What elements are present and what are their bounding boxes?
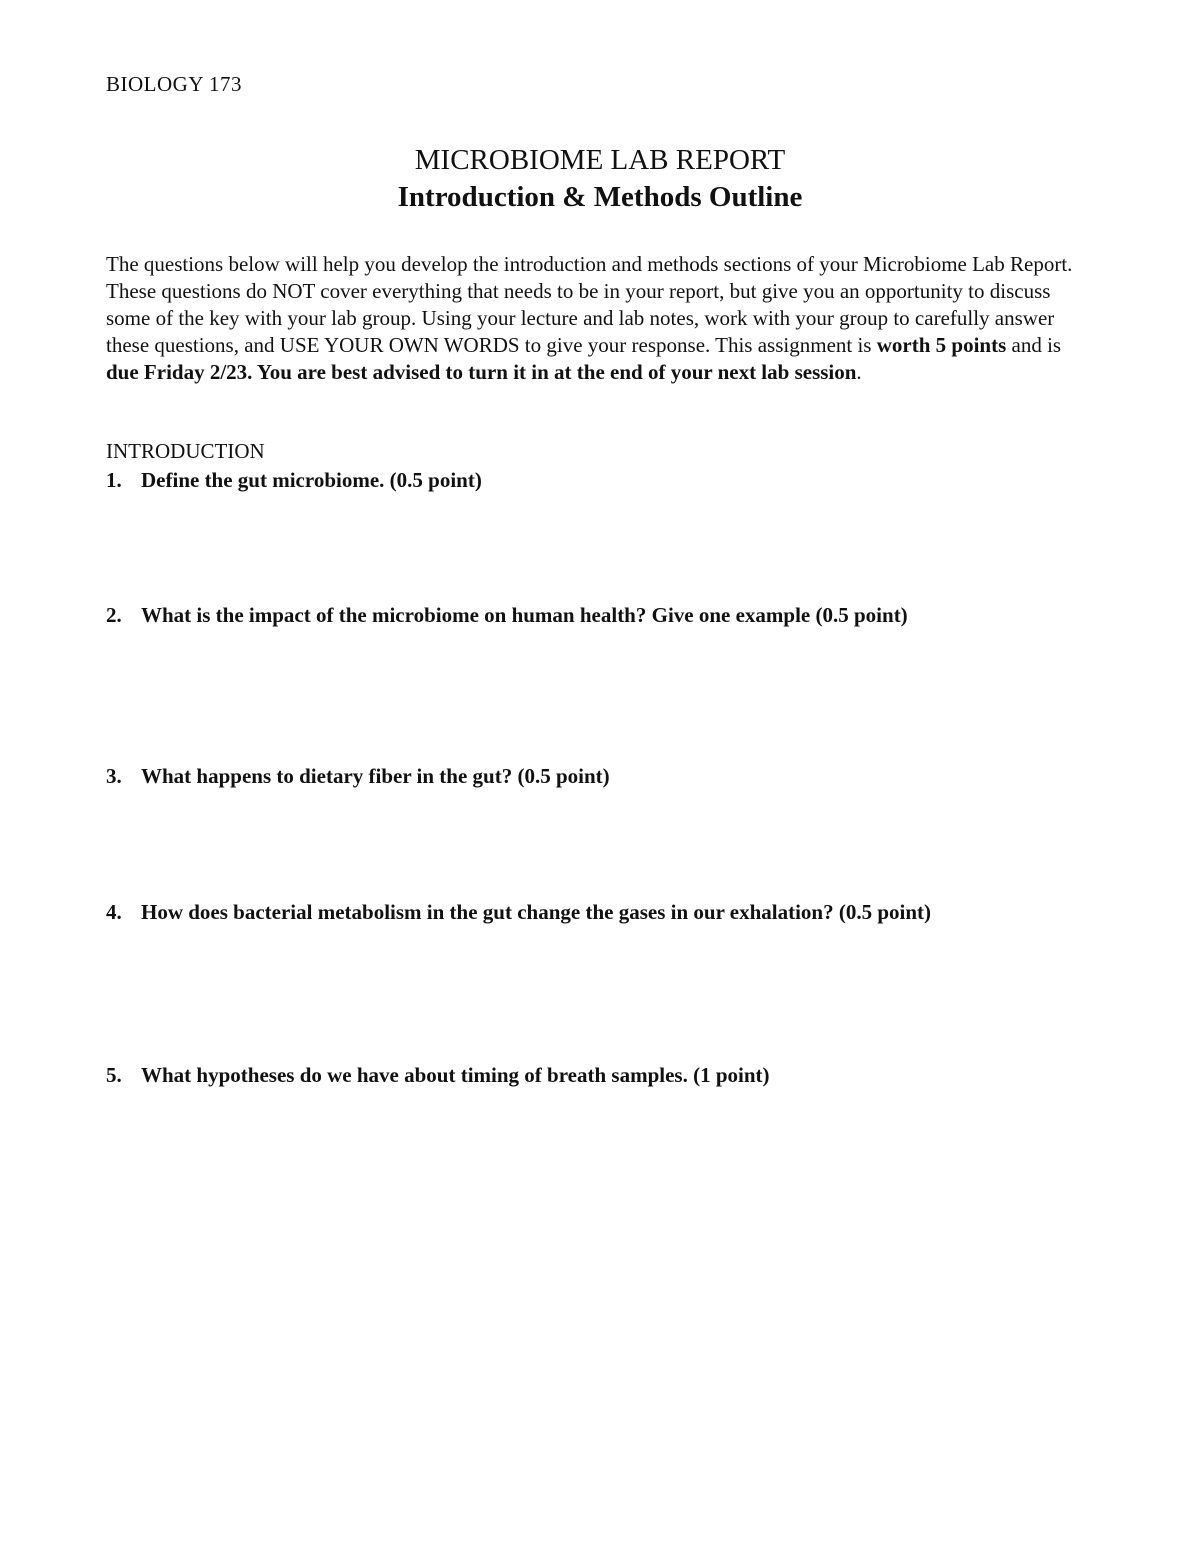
intro-points-emphasis: worth 5 points [876,333,1007,357]
question-4 [106,900,931,925]
question-number: 5. [106,1063,122,1087]
question-text: What happens to dietary fiber in the gut? (0.5 point) [141,764,610,788]
course-label: BIOLOGY 173 [106,72,242,96]
question-text: What hypotheses do we have about timing of breath samples. (1 point) [141,1063,770,1087]
title-block [0,142,1200,216]
question-text: Define the gut microbiome. (0.5 point) [141,468,482,492]
question-1 [106,468,482,493]
question-text: What is the impact of the microbiome on human health? Give one example (0.5 point) [141,603,908,627]
question-3 [106,764,610,789]
intro-paragraph [106,251,1096,386]
document-subtitle: Introduction & Methods Outline [397,181,803,213]
question-2 [106,603,908,628]
question-number: 3. [106,764,122,788]
question-number: 1. [106,468,122,492]
question-text: How does bacterial metabolism in the gut change the gases in our exhalation? (0.5 point) [141,900,932,924]
intro-text-2: and is [1006,333,1062,357]
intro-due-emphasis: due Friday 2/23. You are best advised to turn it in at the end of your next lab session [106,360,857,384]
intro-text-3: . [856,360,862,384]
section-heading-introduction: INTRODUCTION [106,439,265,463]
question-number: 4. [106,900,122,924]
intro-text-1: The questions below will help you develop the introduction and methods sections of your Microbiome Lab Report. These questions do NOT cover everything that needs to be in your report, but give you an opportunity to discuss some of the key with your lab group. Using your lecture and lab notes, work with your group to carefully answer these questions, and USE YOUR OWN WORDS to give your response. This assignment is [106,252,1073,357]
document-title: MICROBIOME LAB REPORT [414,144,786,176]
question-5 [106,1063,770,1088]
question-number: 2. [106,603,122,627]
